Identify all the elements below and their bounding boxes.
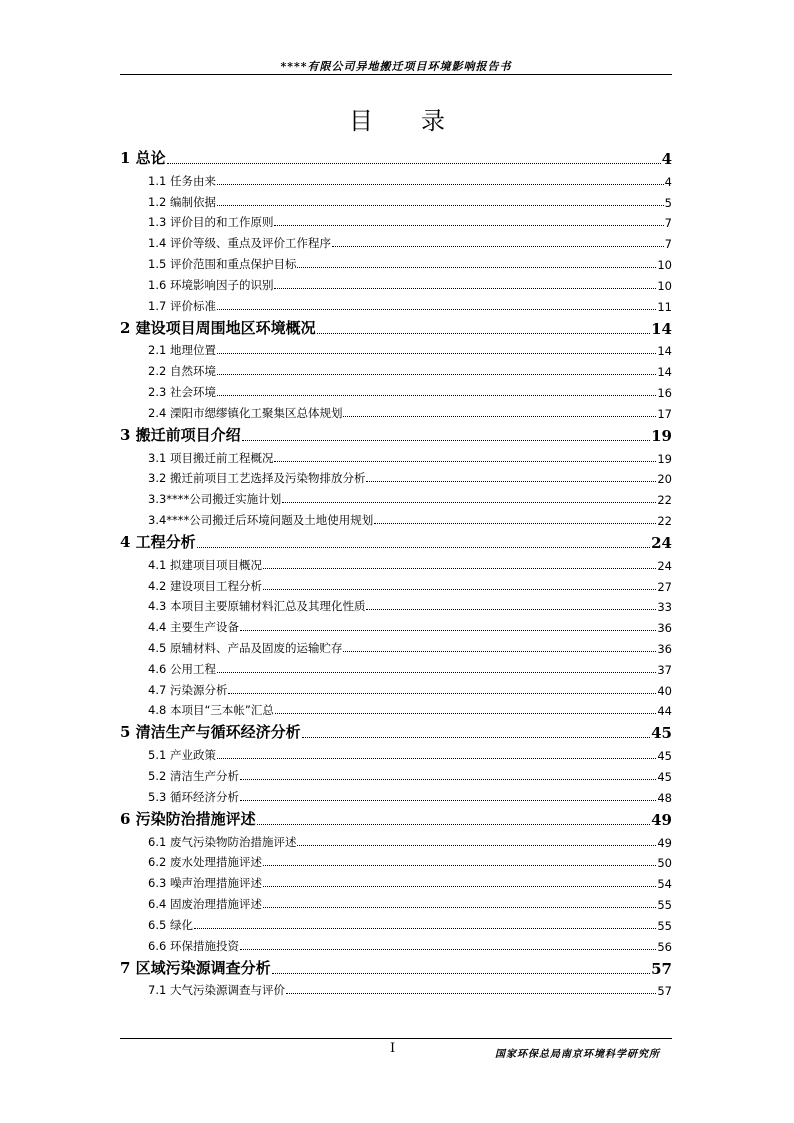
toc-section-label: 4.2 建设项目工程分析 — [148, 578, 262, 593]
dot-leader — [240, 799, 656, 801]
dot-leader — [240, 629, 656, 631]
toc-section-label: 6.6 环保措施投资 — [148, 938, 239, 953]
toc-section[interactable] — [120, 763, 672, 784]
toc-section-page-number: 22 — [657, 513, 672, 528]
toc-section-label: 2.2 自然环境 — [148, 364, 216, 379]
dot-leader — [272, 972, 650, 974]
toc-section-page-number: 27 — [657, 579, 672, 594]
dot-leader — [274, 224, 663, 226]
table-of-contents — [120, 144, 672, 998]
toc-section-page-number: 10 — [657, 278, 672, 293]
toc-section[interactable] — [120, 507, 672, 528]
toc-section[interactable] — [120, 573, 672, 594]
toc-section-page-number: 14 — [657, 344, 672, 359]
toc-section-page-number: 49 — [657, 835, 672, 850]
dot-leader — [194, 927, 656, 929]
toc-chapter[interactable] — [120, 722, 672, 742]
toc-title-right: 录 — [421, 107, 445, 135]
running-header: ****有限公司异地搬迁项目环境影响报告书 — [280, 60, 512, 73]
toc-section[interactable] — [120, 614, 672, 635]
toc-chapter-label: 3 搬迁前项目介绍 — [120, 425, 241, 444]
toc-section-page-number: 14 — [657, 365, 672, 380]
dot-leader — [257, 823, 650, 825]
toc-section-page-number: 20 — [657, 472, 672, 487]
toc-section[interactable] — [120, 656, 672, 677]
toc-section[interactable] — [120, 293, 672, 314]
toc-chapter-page-number: 4 — [661, 150, 672, 168]
dot-leader — [343, 650, 656, 652]
dot-leader — [242, 439, 650, 441]
dot-leader — [366, 480, 656, 482]
toc-section-page-number: 45 — [657, 769, 672, 784]
toc-chapter-label: 5 清洁生产与循环经济分析 — [120, 723, 301, 742]
toc-section-page-number: 40 — [657, 683, 672, 698]
dot-leader — [374, 522, 656, 524]
dot-leader — [240, 948, 656, 950]
toc-section-page-number: 37 — [657, 662, 672, 677]
dot-leader — [217, 373, 656, 375]
toc-chapter-label: 4 工程分析 — [120, 532, 196, 551]
dot-leader — [282, 501, 656, 503]
toc-chapter-page-number: 57 — [651, 959, 672, 978]
footer-page-number: I — [390, 1041, 396, 1056]
toc-section-label: 2.3 社会环境 — [148, 384, 216, 399]
toc-section-page-number: 5 — [664, 195, 672, 210]
dot-leader — [332, 245, 664, 247]
toc-section-label: 3.2 搬迁前项目工艺选择及污染物排放分析 — [148, 471, 366, 486]
toc-chapter[interactable] — [120, 318, 672, 338]
toc-section[interactable] — [120, 978, 672, 999]
toc-chapter[interactable] — [120, 425, 672, 445]
toc-section-label: 7.1 大气污染源调查与评价 — [148, 983, 285, 998]
toc-section-page-number: 33 — [657, 600, 672, 615]
toc-section[interactable] — [120, 594, 672, 615]
toc-section-label: 3.1 项目搬迁前工程概况 — [148, 450, 274, 465]
toc-section-page-number: 56 — [657, 939, 672, 954]
toc-section-label: 4.5 原辅材料、产品及固废的运输贮存 — [148, 640, 343, 655]
toc-section-label: 5.3 循环经济分析 — [148, 789, 239, 804]
toc-section-page-number: 22 — [657, 493, 672, 508]
dot-leader — [263, 906, 656, 908]
toc-section-page-number: 19 — [657, 451, 672, 466]
dot-leader — [217, 671, 656, 673]
dot-leader — [297, 266, 656, 268]
dot-leader — [343, 415, 656, 417]
toc-section-label: 6.4 固废治理措施评述 — [148, 896, 262, 911]
toc-section[interactable] — [120, 230, 672, 251]
toc-section-label: 3.4****公司搬迁后环境问题及土地使用规划 — [148, 512, 374, 527]
toc-title-left: 目 — [349, 107, 373, 135]
dot-leader — [274, 460, 656, 462]
toc-section[interactable] — [120, 379, 672, 400]
toc-chapter[interactable] — [120, 148, 672, 168]
toc-section-label: 6.1 废气污染物防治措施评述 — [148, 834, 297, 849]
toc-section-page-number: 55 — [657, 897, 672, 912]
toc-section[interactable] — [120, 742, 672, 763]
toc-chapter-page-number: 45 — [651, 724, 672, 743]
toc-section-label: 1.1 任务由来 — [148, 173, 216, 188]
toc-section-page-number: 17 — [657, 406, 672, 421]
toc-section-page-number: 36 — [657, 641, 672, 656]
dot-leader — [217, 352, 656, 354]
toc-section-page-number: 4 — [664, 174, 672, 189]
toc-section[interactable] — [120, 784, 672, 805]
toc-section-page-number: 7 — [664, 216, 672, 231]
footer-organization: 国家环保总局南京环境科学研究所 — [495, 1049, 660, 1060]
toc-section-page-number: 55 — [657, 918, 672, 933]
toc-section-page-number: 54 — [657, 877, 672, 892]
toc-section-page-number: 48 — [657, 790, 672, 805]
dot-leader — [366, 608, 656, 610]
dot-leader — [217, 204, 664, 206]
toc-section[interactable] — [120, 912, 672, 933]
toc-section-page-number: 24 — [657, 558, 672, 573]
toc-section-label: 4.7 污染源分析 — [148, 682, 228, 697]
toc-section-label: 2.1 地理位置 — [148, 343, 216, 358]
footer-rule — [120, 1038, 672, 1039]
toc-section-label: 1.3 评价目的和工作原则 — [148, 215, 274, 230]
toc-chapter[interactable] — [120, 809, 672, 829]
toc-chapter-page-number: 24 — [651, 533, 672, 552]
toc-section[interactable] — [120, 870, 672, 891]
toc-chapter-label: 1 总论 — [120, 149, 166, 167]
toc-section-page-number: 57 — [657, 984, 672, 999]
toc-section-page-number: 11 — [657, 299, 672, 314]
toc-title — [0, 101, 794, 136]
toc-section-label: 1.4 评价等级、重点及评价工作程序 — [148, 236, 331, 251]
toc-chapter-label: 2 建设项目周围地区环境概况 — [120, 318, 316, 337]
toc-section[interactable] — [120, 251, 672, 272]
toc-section[interactable] — [120, 635, 672, 656]
toc-section-label: 2.4 溧阳市缌缪镇化工聚集区总体规划 — [148, 405, 343, 420]
toc-section-label: 4.6 公用工程 — [148, 661, 216, 676]
toc-section[interactable] — [120, 933, 672, 954]
dot-leader — [263, 885, 656, 887]
toc-section[interactable] — [120, 189, 672, 210]
toc-chapter-label: 7 区域污染源调查分析 — [120, 958, 271, 977]
dot-leader — [217, 308, 656, 310]
toc-chapter-page-number: 19 — [651, 426, 672, 445]
dot-leader — [263, 567, 656, 569]
toc-section[interactable] — [120, 891, 672, 912]
dot-leader — [297, 844, 656, 846]
toc-section[interactable] — [120, 272, 672, 293]
dot-leader — [240, 778, 656, 780]
toc-section-page-number: 44 — [657, 704, 672, 719]
toc-section[interactable] — [120, 552, 672, 573]
toc-section[interactable] — [120, 850, 672, 871]
dot-leader — [286, 992, 656, 994]
dot-leader — [263, 864, 656, 866]
toc-section[interactable] — [120, 168, 672, 189]
dot-leader — [197, 546, 650, 548]
dot-leader — [317, 332, 650, 334]
toc-section-page-number: 16 — [657, 385, 672, 400]
toc-section-page-number: 10 — [657, 257, 672, 272]
toc-section-label: 5.2 清洁生产分析 — [148, 768, 239, 783]
dot-leader — [228, 692, 656, 694]
dot-leader — [217, 757, 656, 759]
toc-section-label: 4.3 本项目主要原辅材料汇总及其理化性质 — [148, 599, 366, 614]
dot-leader — [217, 183, 664, 185]
toc-section[interactable] — [120, 210, 672, 231]
toc-section-label: 1.6 环境影响因子的识别 — [148, 277, 274, 292]
toc-section-label: 6.5 绿化 — [148, 917, 193, 932]
toc-chapter[interactable] — [120, 958, 672, 978]
dot-leader — [167, 162, 661, 164]
dot-leader — [274, 287, 656, 289]
dot-leader — [275, 712, 657, 714]
toc-section[interactable] — [120, 698, 672, 719]
toc-section-page-number: 45 — [657, 749, 672, 764]
toc-section[interactable] — [120, 829, 672, 850]
toc-section-label: 6.2 废水处理措施评述 — [148, 855, 262, 870]
toc-section-label: 4.4 主要生产设备 — [148, 620, 239, 635]
toc-section-label: 5.1 产业政策 — [148, 748, 216, 763]
toc-section-label: 1.5 评价范围和重点保护目标 — [148, 256, 297, 271]
dot-leader — [302, 736, 650, 738]
toc-section[interactable] — [120, 486, 672, 507]
header-rule — [120, 74, 672, 75]
toc-chapter[interactable] — [120, 532, 672, 552]
toc-chapter-page-number: 49 — [651, 810, 672, 829]
toc-section-label: 1.2 编制依据 — [148, 194, 216, 209]
dot-leader — [217, 394, 656, 396]
toc-section-page-number: 36 — [657, 621, 672, 636]
toc-chapter-page-number: 14 — [651, 319, 672, 338]
toc-section[interactable] — [120, 400, 672, 421]
toc-section[interactable] — [120, 338, 672, 359]
toc-section[interactable] — [120, 445, 672, 466]
toc-section-page-number: 50 — [657, 856, 672, 871]
toc-section[interactable] — [120, 677, 672, 698]
toc-section-label: 3.3****公司搬迁实施计划 — [148, 492, 282, 507]
dot-leader — [263, 588, 656, 590]
toc-section-label: 6.3 噪声治理措施评述 — [148, 876, 262, 891]
toc-section-page-number: 7 — [664, 237, 672, 252]
toc-section-label: 4.1 拟建项目项目概况 — [148, 557, 262, 572]
toc-chapter-label: 6 污染防治措施评述 — [120, 809, 256, 828]
toc-section-label: 4.8 本项目“三本帐”汇总 — [148, 703, 274, 718]
toc-section[interactable] — [120, 466, 672, 487]
toc-section-label: 1.7 评价标准 — [148, 298, 216, 313]
toc-section[interactable] — [120, 358, 672, 379]
